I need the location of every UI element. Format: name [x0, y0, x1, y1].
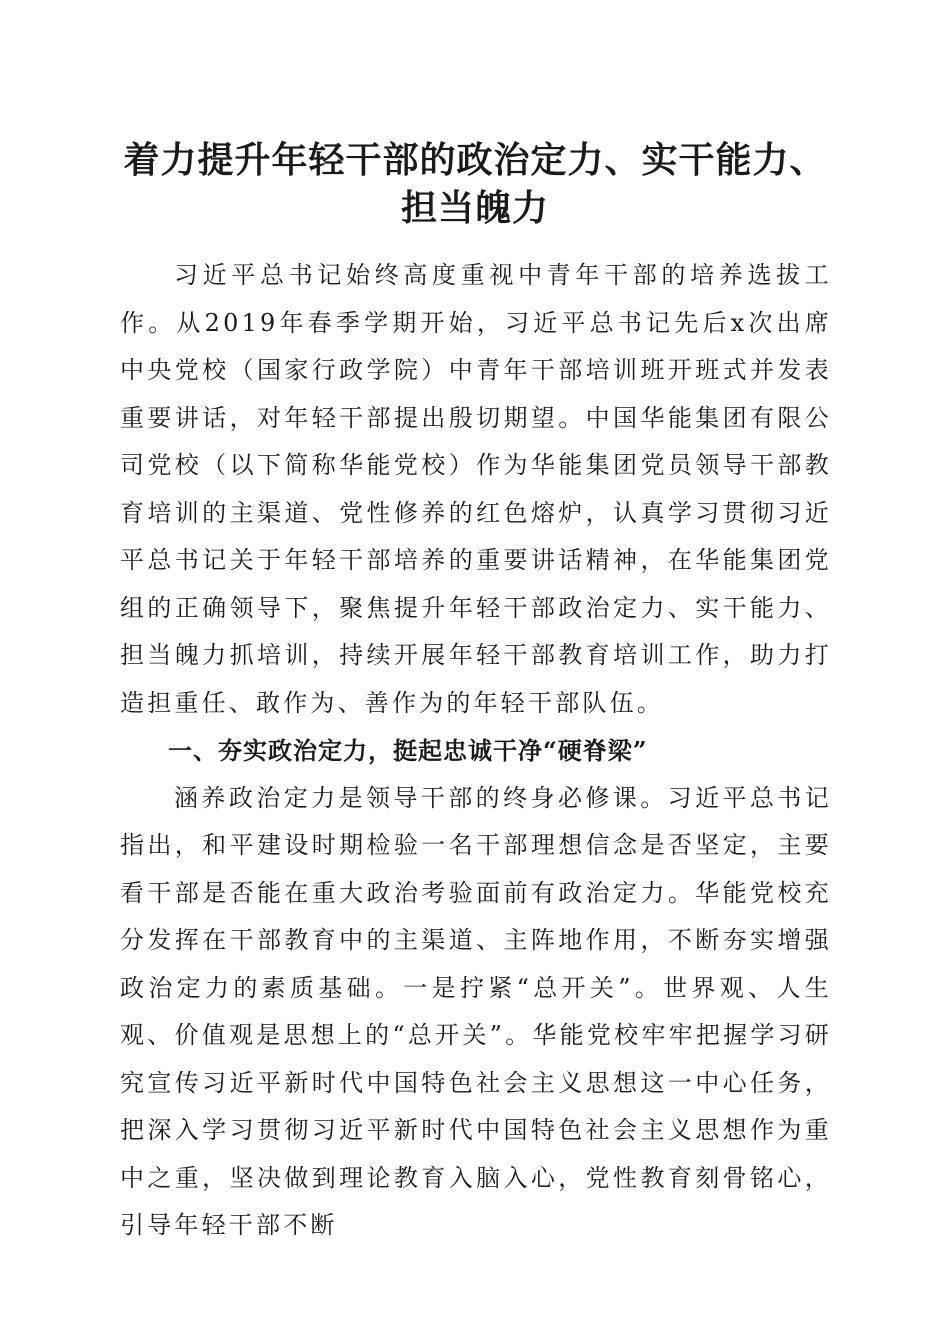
- document-body: [120, 252, 832, 1250]
- section-1-paragraph: 涵养政治定力是领导干部的终身必修课。习近平总书记指出，和平建设时期检验一名干部理想信念是否坚定，主要看干部是否能在重大政治考验面前有政治定力。华能党校充分发挥在干部教育中的主渠道、主阵地作用，不断夯实增强政治定力的素质基础。一是拧紧“总开关”。世界观、人生观、价值观是思想上的“总开关”。华能党校牢牢把握学习研究宣传习近平新时代中国特色社会主义思想这一中心任务，把深入学习贯彻习近平新时代中国特色社会主义思想作为重中之重，坚决做到理论教育入脑入心，党性教育刻骨铭心，引导年轻干部不断: [120, 783, 832, 1239]
- section-heading-1: 一、夯实政治定力，挺起忠诚干净“硬脊梁”: [168, 736, 648, 765]
- document-title: 着力提升年轻干部的政治定力、实干能力、担当魄力: [123, 139, 827, 229]
- intro-paragraph: 习近平总书记始终高度重视中青年干部的培养选拔工作。从2019年春季学期开始，习近平总书记先后x次出席中央党校（国家行政学院）中青年干部培训班开班式并发表重要讲话，对年轻干部提出殷切期望。中国华能集团有限公司党校（以下简称华能党校）作为华能集团党员领导干部教育培训的主渠道、党性修养的红色熔炉，认真学习贯彻习近平总书记关于年轻干部培养的重要讲话精神，在华能集团党组的正确领导下，聚焦提升年轻干部政治定力、实干能力、担当魄力抓培训，持续开展年轻干部教育培训工作，助力打造担重任、敢作为、善作为的年轻干部队伍。: [120, 261, 832, 717]
